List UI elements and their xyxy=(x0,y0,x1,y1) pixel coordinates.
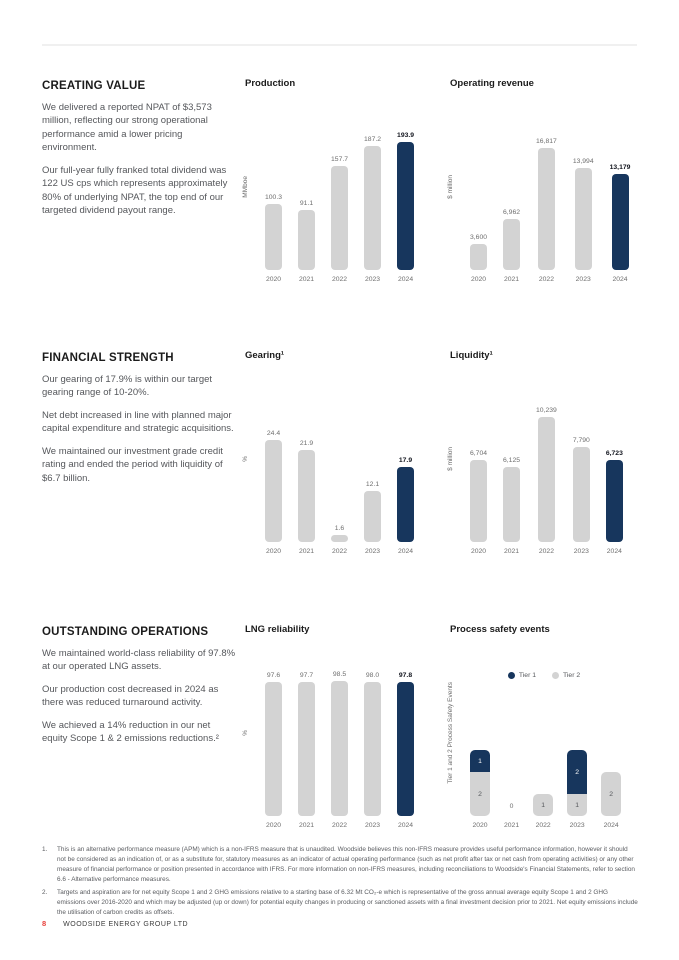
creating-value-text xyxy=(42,80,238,227)
bar-value-label: 16,817 xyxy=(536,138,557,145)
footnote-number: 1. xyxy=(42,846,48,853)
bar-group xyxy=(397,457,414,556)
stacked-bar-group xyxy=(533,794,553,830)
section-heading: CREATING VALUE xyxy=(42,80,146,92)
bar-group xyxy=(364,672,381,830)
bar-segment-tier2 xyxy=(470,772,490,816)
x-axis-label: 2022 xyxy=(538,548,554,555)
bar-2020 xyxy=(265,682,282,816)
tier1-legend-icon xyxy=(508,672,515,679)
x-axis-label: 2021 xyxy=(298,276,315,283)
bar-group xyxy=(331,525,348,556)
x-axis-label: 2021 xyxy=(503,276,520,283)
bar-2021 xyxy=(503,219,520,270)
chart-title: Gearing¹ xyxy=(245,350,285,361)
bar-2022 xyxy=(331,166,348,270)
segment-value-label: 1 xyxy=(541,801,546,809)
segment-value-label: 1 xyxy=(478,757,482,765)
x-axis-label: 2023 xyxy=(569,822,585,829)
bar-segment-tier1 xyxy=(567,750,587,794)
bar-2023 xyxy=(575,168,592,270)
x-axis-label: 2023 xyxy=(364,548,381,555)
y-axis-label-text: MMboe xyxy=(242,176,249,198)
chart-legend xyxy=(450,672,638,679)
bar-value-label: 6,723 xyxy=(605,450,623,457)
bar-2021 xyxy=(298,210,315,270)
bar-2024 xyxy=(612,174,629,270)
y-axis-label xyxy=(242,376,249,542)
stacked-bar-group xyxy=(470,750,490,830)
bar-group xyxy=(503,209,520,284)
y-axis-label xyxy=(447,104,454,270)
chart-title: LNG reliability xyxy=(245,624,310,635)
x-axis-label: 2024 xyxy=(397,276,414,283)
chart-operating-revenue xyxy=(447,78,638,284)
bar-value-label: 157.7 xyxy=(331,156,349,163)
bar-2023 xyxy=(573,447,590,542)
bar-2022 xyxy=(331,681,348,816)
x-axis-label: 2024 xyxy=(397,548,414,555)
bar-value-label: 187.2 xyxy=(364,136,382,143)
bars-group xyxy=(470,407,623,556)
x-axis-label: 2024 xyxy=(603,822,619,829)
zero-value-label: 0 xyxy=(509,803,514,810)
paragraph: We delivered a reported NPAT of $3,573 million, reflecting our strong operational performance amid a lower pricing environment. xyxy=(42,102,212,154)
x-axis-label: 2021 xyxy=(298,548,315,555)
chart-process-safety-events xyxy=(447,624,638,830)
y-axis-label-text: $ million xyxy=(447,175,454,199)
segment-value-label: 2 xyxy=(609,790,614,798)
bar-2020 xyxy=(470,460,487,542)
tier2-legend-icon xyxy=(552,672,559,679)
bar-value-label: 193.9 xyxy=(397,132,415,139)
bar-value-label: 7,790 xyxy=(572,437,590,444)
bar-2022 xyxy=(538,148,555,270)
x-axis-label: 2020 xyxy=(470,276,487,283)
y-axis-label-text: $ million xyxy=(447,447,454,471)
financial-strength-text xyxy=(42,352,238,494)
x-axis-label: 2023 xyxy=(364,276,381,283)
bar-value-label: 1.6 xyxy=(334,525,345,532)
x-axis-label: 2020 xyxy=(472,822,488,829)
outstanding-operations-text xyxy=(42,626,238,755)
bars-group xyxy=(470,138,630,284)
section-financial-strength xyxy=(0,348,679,563)
segment-value-label: 1 xyxy=(575,801,580,809)
bar-2022 xyxy=(331,535,348,542)
bar-2022 xyxy=(538,417,555,542)
y-axis-label-text: % xyxy=(242,730,249,736)
bar-group xyxy=(298,672,315,830)
bar-2020 xyxy=(470,244,487,270)
section-heading: OUTSTANDING OPERATIONS xyxy=(42,626,209,638)
x-axis-label: 2022 xyxy=(331,548,348,555)
page-number: 8 xyxy=(42,919,47,928)
x-axis-label: 2023 xyxy=(575,276,591,283)
bar-value-label: 6,125 xyxy=(503,457,521,464)
y-axis-label xyxy=(447,376,454,542)
bar-value-label: 98.5 xyxy=(332,671,347,678)
bar-value-label: 24.4 xyxy=(266,430,281,437)
chart-title: Operating revenue xyxy=(450,78,534,89)
x-axis-label: 2021 xyxy=(504,822,520,829)
x-axis-label: 2024 xyxy=(606,548,622,555)
bar-value-label: 17.9 xyxy=(398,457,413,464)
bar-2021 xyxy=(298,450,315,542)
bar-2024 xyxy=(397,142,414,270)
footnote-text: Targets and aspiration are for net equity Scope 1 and 2 GHG emissions relative to a starting base of 6.32 Mt CO₂-e which is representative of the gross annual average equity Scope 1 and 2 GHG emissions over 2016-2020 and which may be adjusted (up or down) for potential equity changes in producing or sanctioned assets with a final investment decision prior to 2021. Net equity emissions include the utilisation of carbon credits as offsets. xyxy=(57,888,638,916)
legend-item xyxy=(552,672,580,679)
bar-group xyxy=(536,407,557,556)
footnotes xyxy=(42,845,638,920)
bar-value-label: 6,704 xyxy=(470,450,488,457)
chart-lng-reliability xyxy=(242,624,427,830)
bars-group xyxy=(265,430,414,556)
bar-2023 xyxy=(364,146,381,270)
x-axis-label: 2022 xyxy=(538,276,554,283)
stacked-bar-group xyxy=(567,750,587,830)
footnote-number: 2. xyxy=(42,888,48,896)
paragraph: Our full-year fully franked total dividend was 122 US cps which represents approximately 80% of underlying NPAT, the top end of our targeted dividend payout range. xyxy=(42,164,228,217)
legend-label: Tier 1 xyxy=(518,672,536,679)
bar-value-label: 21.9 xyxy=(299,440,314,447)
bar-group xyxy=(265,672,282,830)
bar-2021 xyxy=(503,467,520,542)
bar-group xyxy=(606,450,623,556)
bar-group xyxy=(331,671,348,830)
page-footer xyxy=(42,919,188,928)
y-axis-label xyxy=(242,104,249,270)
bar-group xyxy=(364,481,381,556)
bar-group xyxy=(265,430,282,556)
footnote-text: This is an alternative performance measure (APM) which is a non-IFRS measure that is unaudited. Woodside believes this non-IFRS measure provides useful performance information, however it should not be considered as an indication of, or as a substitute for, statutory measures as an indicator of actual operating performance (such as net profit after tax or net cash from operating activities) or any other measure of financial performance or position presented in accordance with IFRS. For more information on non-IFRS measures, including reconciliations to Woodside's Financial Statements, refer to section 6.6 - Alternative performance measures. xyxy=(57,846,635,883)
bars-group xyxy=(265,132,414,284)
bar-segment-tier1 xyxy=(470,750,490,772)
bar-value-label: 13,179 xyxy=(609,164,631,171)
bar-group xyxy=(610,164,631,284)
bar-group xyxy=(364,136,381,284)
bar-value-label: 3,600 xyxy=(470,234,488,241)
paragraph: We maintained our investment grade credit rating and ended the period with liquidity of $6.7 billion. xyxy=(42,445,223,484)
bar-2023 xyxy=(364,491,381,542)
x-axis-label: 2020 xyxy=(470,548,487,555)
paragraph: We achieved a 14% reduction in our net equity Scope 1 & 2 emissions reductions.² xyxy=(42,719,219,745)
x-axis-label: 2022 xyxy=(331,276,348,283)
footnote-1 xyxy=(42,845,638,885)
bar-group xyxy=(265,194,282,284)
x-axis-label: 2020 xyxy=(265,822,282,829)
segment-value-label: 2 xyxy=(575,768,580,776)
bar-value-label: 13,994 xyxy=(572,158,594,165)
bar-group xyxy=(503,457,520,556)
section-creating-value xyxy=(0,76,679,291)
x-axis-label: 2024 xyxy=(397,822,414,829)
bar-segment-tier2 xyxy=(533,794,553,816)
segment-value-label: 2 xyxy=(478,790,482,798)
section-outstanding-operations xyxy=(0,622,679,837)
bar-value-label: 97.6 xyxy=(266,672,281,679)
bar-2020 xyxy=(265,440,282,542)
section-heading: FINANCIAL STRENGTH xyxy=(42,352,174,364)
bar-value-label: 91.1 xyxy=(299,200,314,207)
top-divider xyxy=(42,44,637,46)
x-axis-label: 2020 xyxy=(265,276,282,283)
paragraph: Our gearing of 17.9% is within our target gearing range of 10-20%. xyxy=(42,374,213,399)
x-axis-label: 2021 xyxy=(298,822,315,829)
bar-group xyxy=(573,437,590,556)
bar-value-label: 98.0 xyxy=(365,672,380,679)
bar-value-label: 100.3 xyxy=(265,194,283,201)
bar-2020 xyxy=(265,204,282,270)
y-axis-label xyxy=(242,650,249,816)
x-axis-label: 2024 xyxy=(612,276,628,283)
chart-liquidity xyxy=(447,350,638,556)
bar-value-label: 97.7 xyxy=(299,672,314,679)
bars-group xyxy=(265,671,414,830)
bar-group xyxy=(397,672,414,830)
paragraph: Net debt increased in line with planned major capital expenditure and strategic acquisitions. xyxy=(42,409,234,435)
bar-group xyxy=(331,156,348,284)
bar-group xyxy=(298,200,315,284)
x-axis-label: 2023 xyxy=(364,822,381,829)
stacked-bar-group xyxy=(601,772,621,830)
bar-value-label: 12.1 xyxy=(365,481,380,488)
bar-value-label: 6,962 xyxy=(503,209,521,216)
bar-segment-tier2 xyxy=(601,772,621,816)
bar-value-label: 97.8 xyxy=(398,672,413,679)
bar-group xyxy=(573,158,594,284)
bar-2024 xyxy=(397,682,414,816)
paragraph: Our production cost decreased in 2024 as there was reduced turnaround activity. xyxy=(42,683,219,709)
bar-group xyxy=(397,132,414,284)
x-axis-label: 2023 xyxy=(573,548,589,555)
x-axis-label: 2020 xyxy=(265,548,282,555)
legend-label: Tier 2 xyxy=(563,672,581,679)
paragraph: We maintained world-class reliability of 97.8% at our operated LNG assets. xyxy=(42,648,236,673)
bar-group xyxy=(298,440,315,556)
bar-2024 xyxy=(397,467,414,542)
chart-title: Liquidity¹ xyxy=(450,350,493,361)
y-axis-label-text: % xyxy=(242,456,249,462)
bar-2021 xyxy=(298,682,315,816)
legend-item xyxy=(508,672,536,679)
x-axis-label: 2022 xyxy=(331,822,348,829)
bar-group xyxy=(536,138,557,284)
bar-2023 xyxy=(364,682,381,816)
company-name: WOODSIDE ENERGY GROUP LTD xyxy=(63,921,189,928)
stacked-bar-group xyxy=(504,803,519,830)
x-axis-label: 2021 xyxy=(503,548,520,555)
y-axis-label-text: Tier 1 and 2 Process Safety Events xyxy=(447,682,454,784)
bar-2024 xyxy=(606,460,623,542)
bar-group xyxy=(470,450,487,556)
bar-group xyxy=(470,234,487,284)
chart-title: Process safety events xyxy=(450,624,550,635)
chart-title: Production xyxy=(245,78,296,89)
x-axis-label: 2022 xyxy=(535,822,551,829)
bar-segment-tier2 xyxy=(567,794,587,816)
chart-gearing xyxy=(242,350,427,556)
bars-group xyxy=(470,750,621,830)
chart-production xyxy=(242,78,427,284)
footnote-2 xyxy=(42,888,638,918)
bar-value-label: 10,239 xyxy=(536,407,557,414)
